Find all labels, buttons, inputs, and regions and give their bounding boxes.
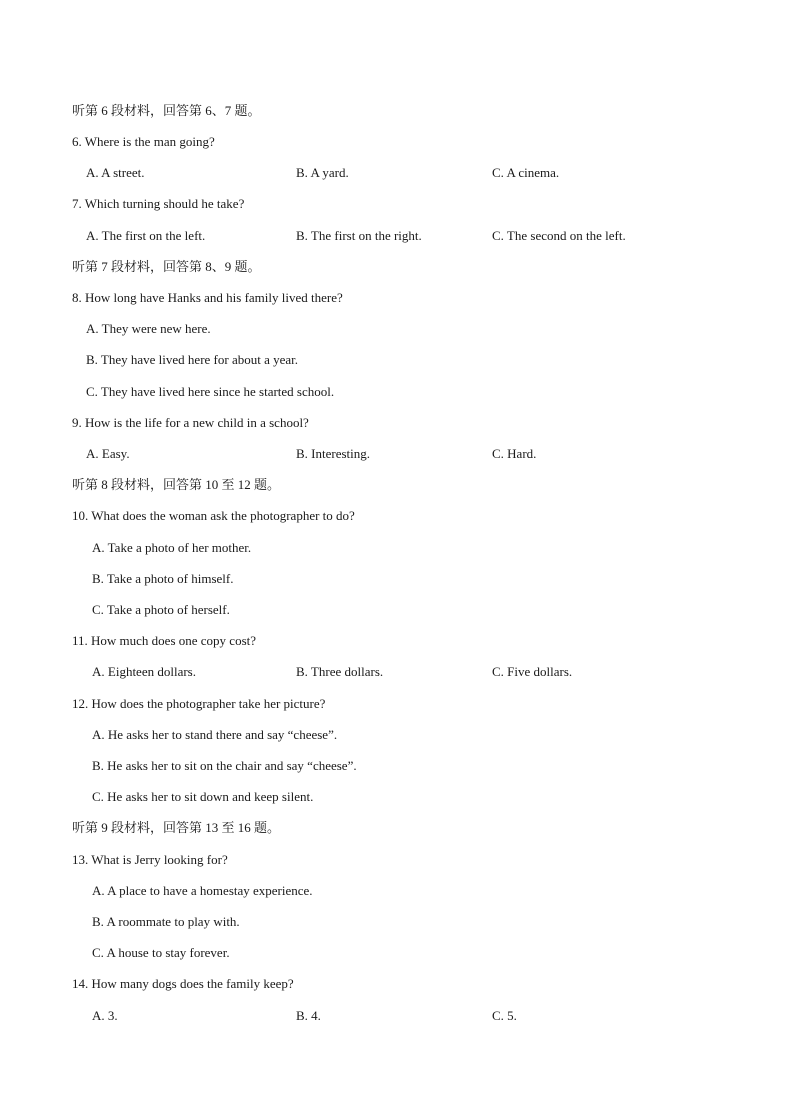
question-14-option-c: C. 5. <box>492 1008 517 1023</box>
question-14-option-b: B. 4. <box>296 1008 321 1023</box>
question-12-option-b: B. He asks her to sit on the chair and say “cheese”. <box>92 758 357 773</box>
question-6-options <box>0 163 790 183</box>
question-10-option-b-row <box>0 569 790 589</box>
question-8-option-b-row <box>0 350 790 370</box>
question-11-option-a: A. Eighteen dollars. <box>92 664 196 679</box>
question-9-option-b: B. Interesting. <box>296 446 371 461</box>
question-6-option-c: C. A cinema. <box>492 165 560 180</box>
question-12-option-c: C. He asks her to sit down and keep silent. <box>92 789 314 804</box>
question-9-options <box>0 444 790 464</box>
question-10-option-a-row <box>0 538 790 558</box>
question-14-option-a: A. 3. <box>92 1008 118 1023</box>
question-8-stem: 8. How long have Hanks and his family lived there? <box>72 290 343 305</box>
question-7-option-b: B. The first on the right. <box>296 228 422 243</box>
question-10-stem: 10. What does the woman ask the photographer to do? <box>72 508 355 523</box>
question-7-option-a: A. The first on the left. <box>86 228 206 243</box>
question-13-option-c: C. A house to stay forever. <box>92 945 230 960</box>
section-heading-6: 听第 6 段材料，回答第 6、7 题。 <box>72 103 261 118</box>
question-9-stem: 9. How is the life for a new child in a school? <box>72 415 309 430</box>
question-8-option-c-row <box>0 382 790 402</box>
question-13-option-b: B. A roommate to play with. <box>92 914 240 929</box>
question-10-option-a: A. Take a photo of her mother. <box>92 540 252 555</box>
question-8-option-b: B. They have lived here for about a year. <box>86 352 299 367</box>
question-6-option-a: A. A street. <box>86 165 145 180</box>
question-12-option-a-row <box>0 725 790 745</box>
question-10-option-c: C. Take a photo of herself. <box>92 602 230 617</box>
question-12-option-b-row <box>0 756 790 776</box>
question-13-option-a: A. A place to have a homestay experience. <box>92 883 313 898</box>
question-13-option-b-row <box>0 912 790 932</box>
question-14-options <box>0 1006 790 1026</box>
question-6-stem: 6. Where is the man going? <box>72 134 215 149</box>
question-6-option-b: B. A yard. <box>296 165 349 180</box>
section-heading-9: 听第 9 段材料，回答第 13 至 16 题。 <box>72 820 281 835</box>
question-14-stem: 14. How many dogs does the family keep? <box>72 976 294 991</box>
question-7-options <box>0 226 790 246</box>
question-13-stem: 13. What is Jerry looking for? <box>72 852 228 867</box>
section-heading-8: 听第 8 段材料，回答第 10 至 12 题。 <box>72 477 281 492</box>
question-12-option-a: A. He asks her to stand there and say “cheese”. <box>92 727 338 742</box>
question-11-option-c: C. Five dollars. <box>492 664 573 679</box>
question-9-option-a: A. Easy. <box>86 446 130 461</box>
question-7-option-c: C. The second on the left. <box>492 228 626 243</box>
question-12-stem: 12. How does the photographer take her picture? <box>72 696 326 711</box>
question-13-option-a-row <box>0 881 790 901</box>
section-heading-7: 听第 7 段材料，回答第 8、9 题。 <box>72 259 261 274</box>
question-9-option-c: C. Hard. <box>492 446 537 461</box>
question-11-options <box>0 662 790 682</box>
question-8-option-a-row <box>0 319 790 339</box>
question-11-stem: 11. How much does one copy cost? <box>72 633 257 648</box>
question-8-option-c: C. They have lived here since he started school. <box>86 384 335 399</box>
question-11-option-b: B. Three dollars. <box>296 664 384 679</box>
question-13-option-c-row <box>0 943 790 963</box>
question-7-stem: 7. Which turning should he take? <box>72 196 245 211</box>
question-10-option-b: B. Take a photo of himself. <box>92 571 234 586</box>
question-12-option-c-row <box>0 787 790 807</box>
question-10-option-c-row <box>0 600 790 620</box>
question-8-option-a: A. They were new here. <box>86 321 211 336</box>
